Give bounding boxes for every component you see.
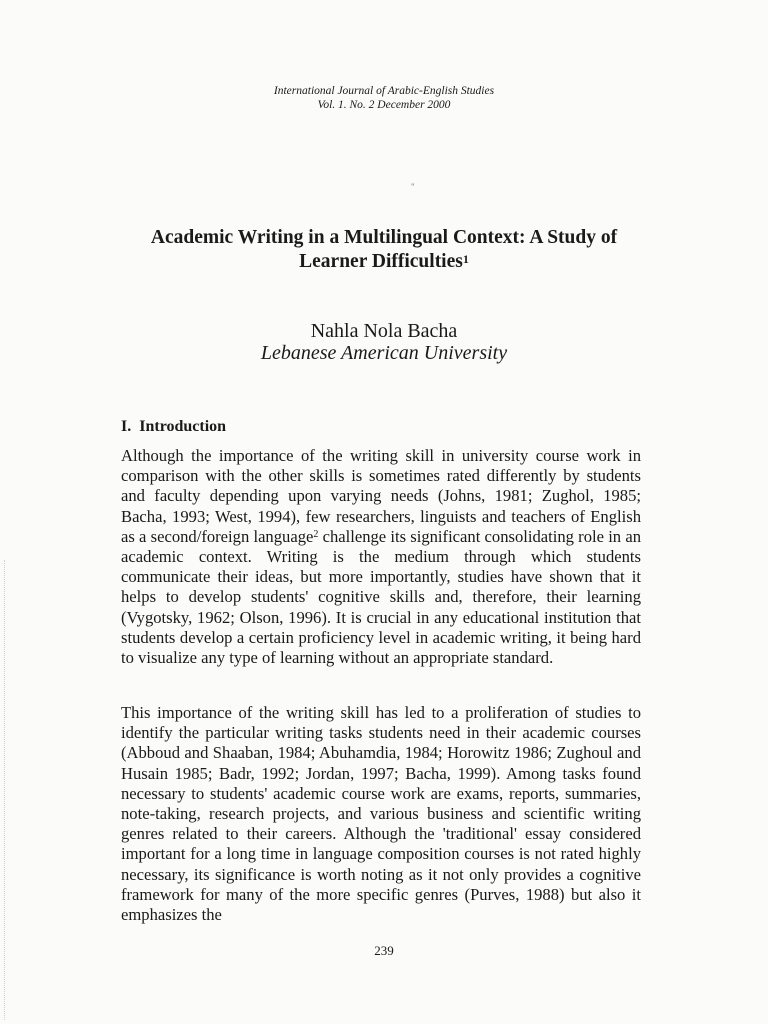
- author-name: Nahla Nola Bacha: [310, 320, 458, 342]
- article-title-line-1: Academic Writing in a Multilingual Context: A Study of: [150, 227, 618, 248]
- section-heading: [121, 418, 226, 436]
- article-title-line-2-text: Learner Difficulties: [299, 251, 463, 272]
- footnote-marker-2: 2: [313, 528, 319, 540]
- paragraph-1-text-b: challenge its significant consolidating role in an academic context. Writing is the medium through which students communicate their ideas, but more importantly, studies have shown that it helps to develop students' cognitive skills and, therefore, their learning (Vygotsky, 1962; Olson, 1996). It is crucial in any educational institution that students develop a certain proficiency level in academic writing, it being hard to visualize any type of learning without an appropriate standard.: [121, 526, 641, 668]
- author-affiliation: Lebanese American University: [260, 342, 508, 364]
- paragraph-1-text-a: Although the importance of the writing skill in university course work in comparison with the other skills is sometimes rated differently by students and faculty depending upon varying needs (Johns, 1981; Zughol, 1985; Bacha, 1993; West, 1994), few researchers, linguists and teachers of English as a second/foreign language: [121, 446, 641, 546]
- journal-header: [0, 84, 768, 112]
- paragraph-2: This importance of the writing skill has led to a proliferation of studies to identify the particular writing tasks students need in their academic courses (Abboud and Shaaban, 1984; Abuhamdia, 1984; Horowitz 1986; Zughoul and Husain 1985; Badr, 1992; Jordan, 1997; Bacha, 1999). Among tasks found necessary to students' academic course work are exams, reports, summaries, note-taking, research projects, and various business and scientific writing genres related to their careers. Although the 'traditional' essay considered important for a long time in language composition courses is not rated highly necessary, its significance is worth noting as it not only provides a cognitive framework for many of the more specific genres (Purves, 1988) but also it emphasizes the: [121, 703, 641, 925]
- article-title: [110, 226, 658, 274]
- stray-mark: ": [411, 182, 415, 192]
- paragraph-1: [121, 446, 641, 668]
- section-title: Introduction: [139, 418, 227, 435]
- scan-margin-artifact: [4, 560, 7, 1020]
- article-title-line-2: [110, 250, 658, 274]
- title-footnote-marker: 1: [462, 252, 469, 266]
- page-number: 239: [374, 943, 394, 958]
- journal-name: International Journal of Arabic-English Studies: [273, 85, 495, 97]
- section-number: I.: [121, 418, 132, 435]
- journal-volume: Vol. 1. No. 2 December 2000: [317, 99, 451, 111]
